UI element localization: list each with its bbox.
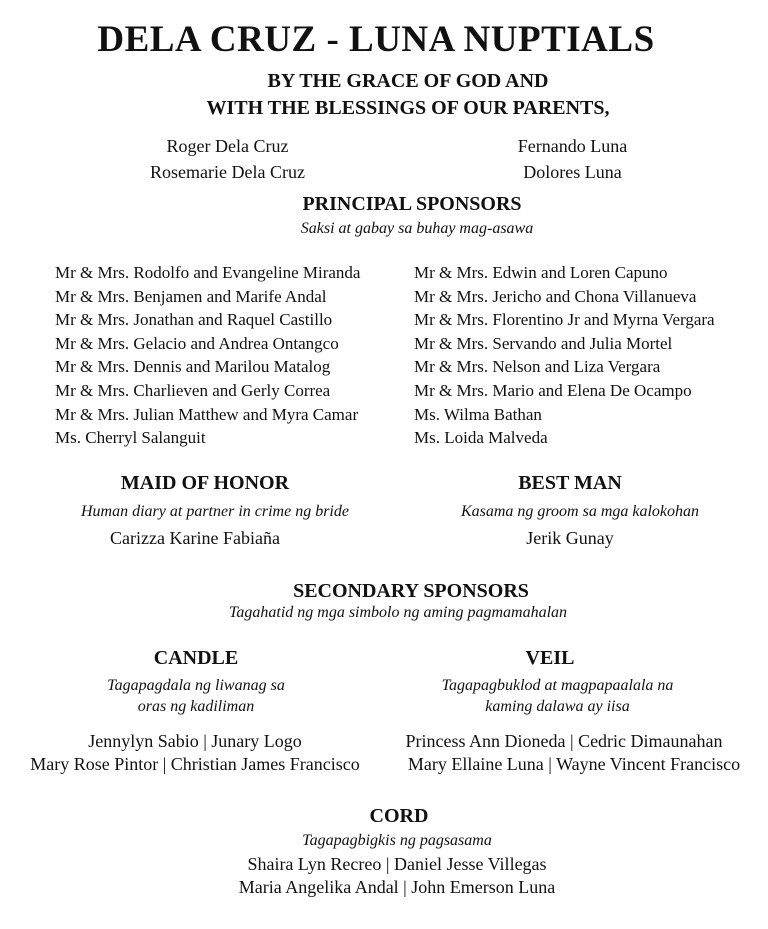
best-man-name: Jerik Gunay bbox=[526, 528, 614, 548]
veil-pair: Princess Ann Dioneda | Cedric Dimaunahan bbox=[405, 731, 723, 751]
secondary-sponsors-heading: SECONDARY SPONSORS bbox=[293, 580, 529, 602]
bride-parents bbox=[455, 134, 690, 184]
parent-name: Dolores Luna bbox=[523, 162, 622, 182]
list-item: Ms. Loida Malveda bbox=[414, 428, 548, 448]
principal-sponsors-heading: PRINCIPAL SPONSORS bbox=[302, 193, 522, 215]
parent-name: Fernando Luna bbox=[517, 136, 628, 156]
list-item: Mr & Mrs. Nelson and Liza Vergara bbox=[414, 357, 661, 377]
principal-sponsors-right-list bbox=[414, 261, 715, 450]
candle-tagline-line-2: oras ng kadiliman bbox=[137, 698, 255, 715]
cord-tagline: Tagapagbigkis ng pagsasama bbox=[302, 832, 492, 849]
subtitle-line-1: BY THE GRACE OF GOD AND bbox=[267, 70, 549, 92]
best-man-heading: BEST MAN bbox=[518, 472, 622, 494]
maid-of-honor-name: Carizza Karine Fabiaña bbox=[110, 528, 280, 548]
maid-of-honor-tagline: Human diary at partner in crime ng bride bbox=[81, 503, 349, 520]
list-item: Mr & Mrs. Jonathan and Raquel Castillo bbox=[55, 310, 333, 330]
list-item: Mr & Mrs. Mario and Elena De Ocampo bbox=[414, 380, 692, 400]
parent-name: Roger Dela Cruz bbox=[166, 136, 289, 156]
list-item: Mr & Mrs. Edwin and Loren Capuno bbox=[414, 263, 668, 282]
page-title: DELA CRUZ - LUNA NUPTIALS bbox=[97, 19, 655, 60]
cord-heading: CORD bbox=[369, 805, 429, 827]
veil-pair: Mary Ellaine Luna | Wayne Vincent Francisco bbox=[407, 754, 741, 774]
list-item: Mr & Mrs. Rodolfo and Evangeline Miranda bbox=[55, 263, 361, 282]
maid-of-honor-heading: MAID OF HONOR bbox=[120, 472, 290, 494]
list-item: Mr & Mrs. Benjamen and Marife Andal bbox=[55, 286, 327, 306]
list-item: Mr & Mrs. Florentino Jr and Myrna Vergara bbox=[414, 310, 715, 330]
list-item: Mr & Mrs. Charlieven and Gerly Correa bbox=[55, 380, 331, 400]
groom-parents bbox=[95, 134, 360, 184]
candle-tagline-line-1: Tagapagdala ng liwanag sa bbox=[107, 677, 285, 694]
cord-pair: Maria Angelika Andal | John Emerson Luna bbox=[238, 877, 556, 897]
list-item: Ms. Wilma Bathan bbox=[414, 404, 542, 424]
veil-tagline-line-2: kaming dalawa ay iisa bbox=[485, 698, 630, 715]
principal-sponsors-tagline: Saksi at gabay sa buhay mag-asawa bbox=[300, 220, 534, 237]
subtitle-line-2: WITH THE BLESSINGS OF OUR PARENTS, bbox=[206, 97, 610, 119]
secondary-sponsors-tagline: Tagahatid ng mga simbolo ng aming pagmamahalan bbox=[228, 604, 568, 621]
list-item: Mr & Mrs. Jericho and Chona Villanueva bbox=[414, 286, 697, 306]
candle-pair: Mary Rose Pintor | Christian James Francisco bbox=[30, 754, 360, 774]
list-item: Mr & Mrs. Servando and Julia Mortel bbox=[414, 333, 673, 353]
list-item: Ms. Cherryl Salanguit bbox=[55, 428, 206, 448]
veil-tagline-line-1: Tagapagbuklod at magpapaalala na bbox=[441, 677, 674, 694]
cord-pair: Shaira Lyn Recreo | Daniel Jesse Villegas bbox=[247, 854, 547, 874]
list-item: Mr & Mrs. Dennis and Marilou Matalog bbox=[55, 357, 331, 377]
candle-pair: Jennylyn Sabio | Junary Logo bbox=[88, 731, 302, 751]
list-item: Mr & Mrs. Gelacio and Andrea Ontangco bbox=[55, 333, 339, 353]
veil-heading: VEIL bbox=[525, 647, 575, 669]
parent-name: Rosemarie Dela Cruz bbox=[150, 162, 305, 182]
best-man-tagline: Kasama ng groom sa mga kalokohan bbox=[460, 503, 700, 520]
list-item: Mr & Mrs. Julian Matthew and Myra Camar bbox=[55, 404, 359, 424]
candle-heading: CANDLE bbox=[153, 647, 239, 669]
principal-sponsors-left-list bbox=[55, 261, 360, 450]
